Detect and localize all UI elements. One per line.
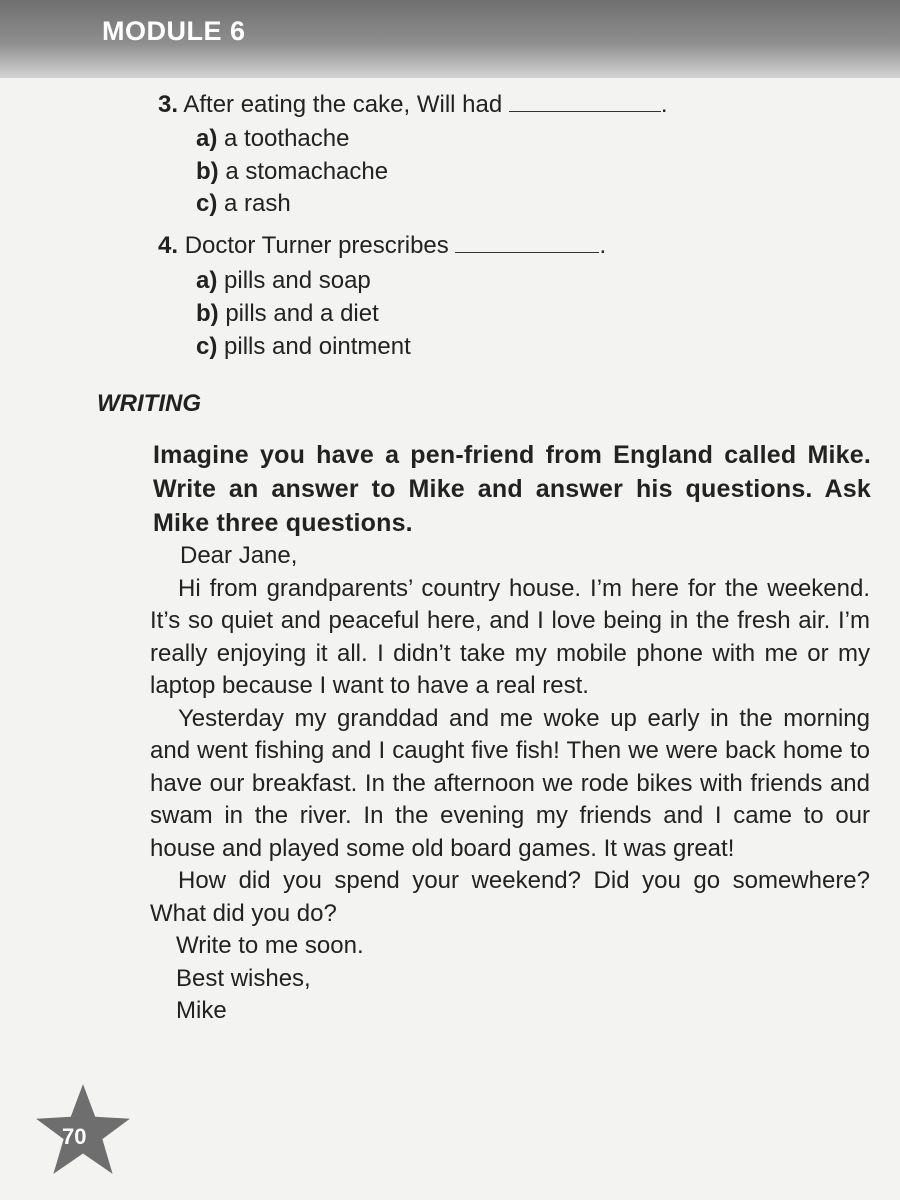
question-end: . xyxy=(660,91,668,118)
question-end: . xyxy=(599,232,607,259)
letter-paragraph: Hi from grandparents’ country house. I’m here for the weekend. It’s so quiet and peaceful here, and I love being in the fresh air. I’m really enjoying it all. I didn’t take my mobile phone with me or my laptop because I want to have a real rest. xyxy=(150,574,870,699)
option-text: a rash xyxy=(224,190,291,217)
option-text: a stomachache xyxy=(225,158,389,185)
question-3 xyxy=(158,90,668,120)
option-text: pills and soap xyxy=(224,267,371,294)
option-3c xyxy=(196,189,291,219)
option-letter: a) xyxy=(196,267,218,294)
letter-paragraph: Yesterday my granddad and me woke up early in the morning and went fishing and I caught five fish! Then we were back home to have our breakfast. In the afternoon we rode bikes with friends and swam in the river. In the evening my friends and I came to our house and played some old board games. It was great! xyxy=(150,704,870,862)
letter-from-mike xyxy=(150,540,870,1028)
letter-sign-off: Best wishes, xyxy=(176,964,311,992)
question-stem: Doctor Turner prescribes xyxy=(184,232,449,259)
option-text: pills and ointment xyxy=(224,333,411,360)
option-text: pills and a diet xyxy=(225,300,379,327)
letter-signature: Mike xyxy=(176,997,227,1024)
option-letter: b) xyxy=(196,300,219,327)
section-heading-writing: WRITING xyxy=(97,390,201,417)
module-title: MODULE 6 xyxy=(102,16,246,46)
letter-closing-line: Write to me soon. xyxy=(176,932,364,959)
option-letter: a) xyxy=(196,125,218,152)
option-4a xyxy=(196,266,371,296)
option-letter: b) xyxy=(196,158,219,185)
question-number: 4. xyxy=(158,232,179,259)
question-4 xyxy=(158,231,606,261)
writing-task-instructions: Imagine you have a pen-friend from England called Mike. Write an answer to Mike and answer his questions. Ask Mike three questions. xyxy=(153,441,871,537)
question-stem: After eating the cake, Will had xyxy=(183,91,503,118)
option-text: a toothache xyxy=(224,125,350,152)
letter-paragraph: How did you spend your weekend? Did you go somewhere? What did you do? xyxy=(150,867,870,927)
option-3b xyxy=(196,157,388,187)
option-4b xyxy=(196,299,379,329)
option-3a xyxy=(196,124,349,154)
question-number: 3. xyxy=(158,91,179,118)
answer-blank xyxy=(509,93,661,112)
letter-greeting: Dear Jane, xyxy=(180,542,298,569)
option-letter: c) xyxy=(196,190,218,217)
option-letter: c) xyxy=(196,333,218,360)
page-number: 70 xyxy=(62,1124,87,1149)
answer-blank xyxy=(455,234,599,253)
option-4c xyxy=(196,332,411,362)
